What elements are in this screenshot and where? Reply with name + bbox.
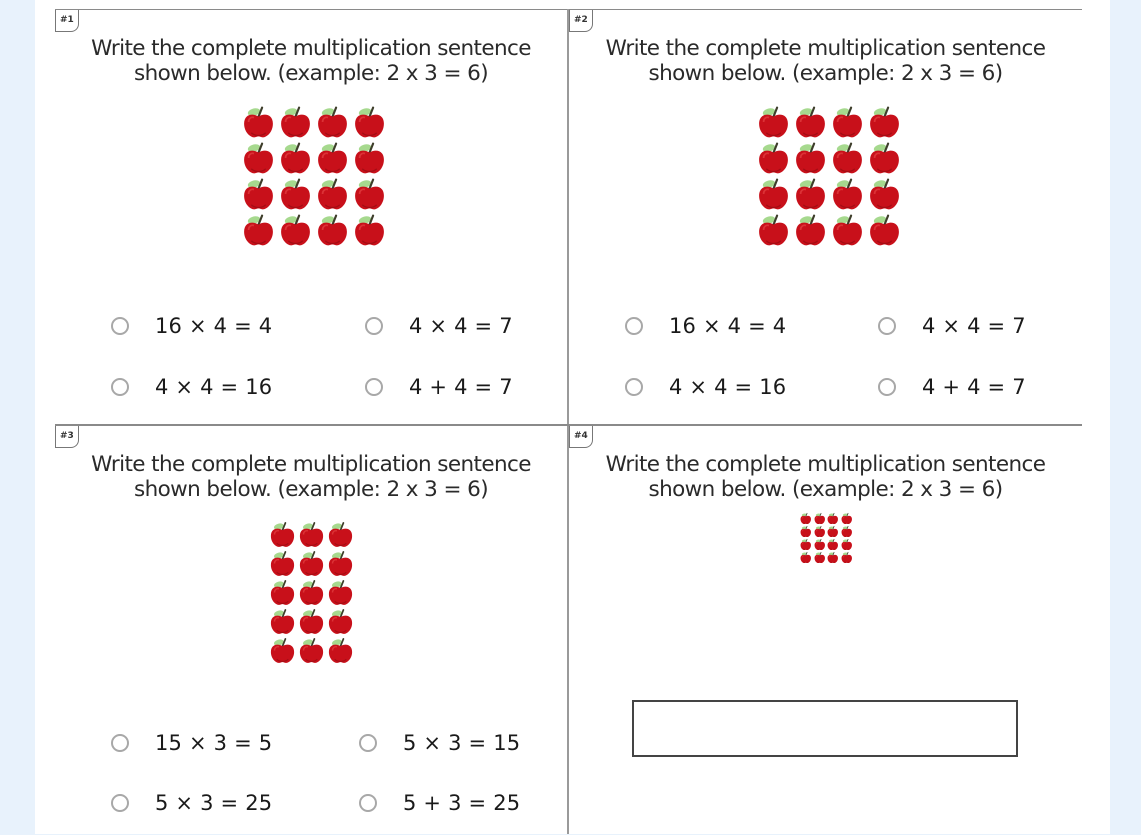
apple-icon <box>326 636 355 665</box>
apple-icon <box>277 140 314 176</box>
apple-icon <box>297 607 326 636</box>
question-number-badge: #1 <box>55 10 79 32</box>
option-text: 16 × 4 = 4 <box>669 314 787 338</box>
apple-array <box>755 104 903 248</box>
option-text: 4 × 4 = 16 <box>155 375 273 399</box>
apple-array <box>268 520 355 665</box>
apple-icon <box>240 212 277 248</box>
apple-icon <box>297 549 326 578</box>
apple-icon <box>840 512 854 525</box>
option-text: 5 + 3 = 25 <box>403 791 521 815</box>
apple-icon <box>866 176 903 212</box>
answer-option[interactable] <box>111 314 272 338</box>
radio-button[interactable] <box>111 794 129 812</box>
apple-icon <box>813 551 827 564</box>
apple-icon <box>268 578 297 607</box>
option-text: 4 × 4 = 7 <box>409 314 513 338</box>
apple-icon <box>813 525 827 538</box>
radio-button[interactable] <box>111 734 129 752</box>
apple-icon <box>826 512 840 525</box>
apple-icon <box>755 140 792 176</box>
apple-icon <box>326 607 355 636</box>
apple-icon <box>799 538 813 551</box>
answer-option[interactable] <box>365 375 513 399</box>
apple-icon <box>268 607 297 636</box>
question-4 <box>569 426 1082 834</box>
question-number-badge: #3 <box>55 426 79 448</box>
apple-icon <box>314 212 351 248</box>
radio-button[interactable] <box>365 317 383 335</box>
answer-option[interactable] <box>359 791 520 815</box>
radio-button[interactable] <box>359 734 377 752</box>
apple-icon <box>755 104 792 140</box>
apple-icon <box>840 538 854 551</box>
apple-icon <box>829 176 866 212</box>
apple-icon <box>799 512 813 525</box>
apple-icon <box>755 212 792 248</box>
option-text: 4 + 4 = 7 <box>922 375 1026 399</box>
apple-icon <box>314 176 351 212</box>
question-prompt <box>569 36 1082 86</box>
apple-icon <box>826 551 840 564</box>
apple-icon <box>326 520 355 549</box>
radio-button[interactable] <box>878 317 896 335</box>
apple-icon <box>351 140 388 176</box>
option-text: 5 × 3 = 15 <box>403 731 521 755</box>
apple-icon <box>268 549 297 578</box>
apple-icon <box>792 104 829 140</box>
apple-icon <box>277 104 314 140</box>
apple-icon <box>314 140 351 176</box>
prompt-line-1: Write the complete multiplication sentence <box>605 36 1046 61</box>
radio-button[interactable] <box>359 794 377 812</box>
apple-icon <box>799 551 813 564</box>
apple-icon <box>866 212 903 248</box>
apple-icon <box>240 104 277 140</box>
question-prompt <box>569 452 1082 502</box>
apple-icon <box>297 520 326 549</box>
apple-icon <box>840 525 854 538</box>
apple-icon <box>813 512 827 525</box>
apple-icon <box>351 176 388 212</box>
answer-option[interactable] <box>878 314 1026 338</box>
prompt-line-2: shown below. (example: 2 x 3 = 6) <box>133 477 488 502</box>
prompt-line-1: Write the complete multiplication sentence <box>605 452 1046 477</box>
apple-array <box>240 104 388 248</box>
question-number-badge: #4 <box>569 426 593 448</box>
radio-button[interactable] <box>878 378 896 396</box>
apple-icon <box>866 140 903 176</box>
question-prompt <box>55 452 567 502</box>
radio-button[interactable] <box>625 317 643 335</box>
question-prompt <box>55 36 567 86</box>
apple-icon <box>326 578 355 607</box>
apple-icon <box>277 176 314 212</box>
prompt-line-2: shown below. (example: 2 x 3 = 6) <box>648 477 1003 502</box>
apple-icon <box>829 104 866 140</box>
apple-icon <box>792 176 829 212</box>
prompt-line-2: shown below. (example: 2 x 3 = 6) <box>648 61 1003 86</box>
prompt-line-1: Write the complete multiplication sentence <box>91 452 531 477</box>
apple-icon <box>826 538 840 551</box>
radio-button[interactable] <box>111 317 129 335</box>
option-text: 4 × 4 = 16 <box>669 375 787 399</box>
radio-button[interactable] <box>111 378 129 396</box>
answer-option[interactable] <box>111 731 272 755</box>
apple-icon <box>755 176 792 212</box>
radio-button[interactable] <box>625 378 643 396</box>
apple-icon <box>866 104 903 140</box>
apple-icon <box>297 636 326 665</box>
answer-option[interactable] <box>625 314 786 338</box>
answer-option[interactable] <box>365 314 513 338</box>
apple-icon <box>826 525 840 538</box>
answer-option[interactable] <box>359 731 520 755</box>
radio-button[interactable] <box>365 378 383 396</box>
apple-icon <box>268 636 297 665</box>
apple-icon <box>829 212 866 248</box>
apple-icon <box>297 578 326 607</box>
apple-icon <box>799 525 813 538</box>
answer-option[interactable] <box>625 375 786 399</box>
option-text: 16 × 4 = 4 <box>155 314 273 338</box>
apple-icon <box>240 176 277 212</box>
option-text: 4 × 4 = 7 <box>922 314 1026 338</box>
apple-icon <box>792 212 829 248</box>
apple-icon <box>240 140 277 176</box>
apple-icon <box>840 551 854 564</box>
apple-array <box>799 512 853 564</box>
apple-icon <box>351 212 388 248</box>
apple-icon <box>813 538 827 551</box>
question-number-badge: #2 <box>569 10 593 32</box>
option-text: 5 × 3 = 25 <box>155 791 273 815</box>
prompt-line-2: shown below. (example: 2 x 3 = 6) <box>133 61 488 86</box>
apple-icon <box>314 104 351 140</box>
apple-icon <box>277 212 314 248</box>
apple-icon <box>829 140 866 176</box>
answer-option[interactable] <box>111 791 272 815</box>
apple-icon <box>792 140 829 176</box>
answer-option[interactable] <box>878 375 1026 399</box>
apple-icon <box>268 520 297 549</box>
option-text: 4 + 4 = 7 <box>409 375 513 399</box>
apple-icon <box>326 549 355 578</box>
answer-option[interactable] <box>111 375 272 399</box>
answer-input[interactable] <box>632 700 1018 757</box>
prompt-line-1: Write the complete multiplication sentence <box>91 36 531 61</box>
apple-icon <box>351 104 388 140</box>
option-text: 15 × 3 = 5 <box>155 731 273 755</box>
